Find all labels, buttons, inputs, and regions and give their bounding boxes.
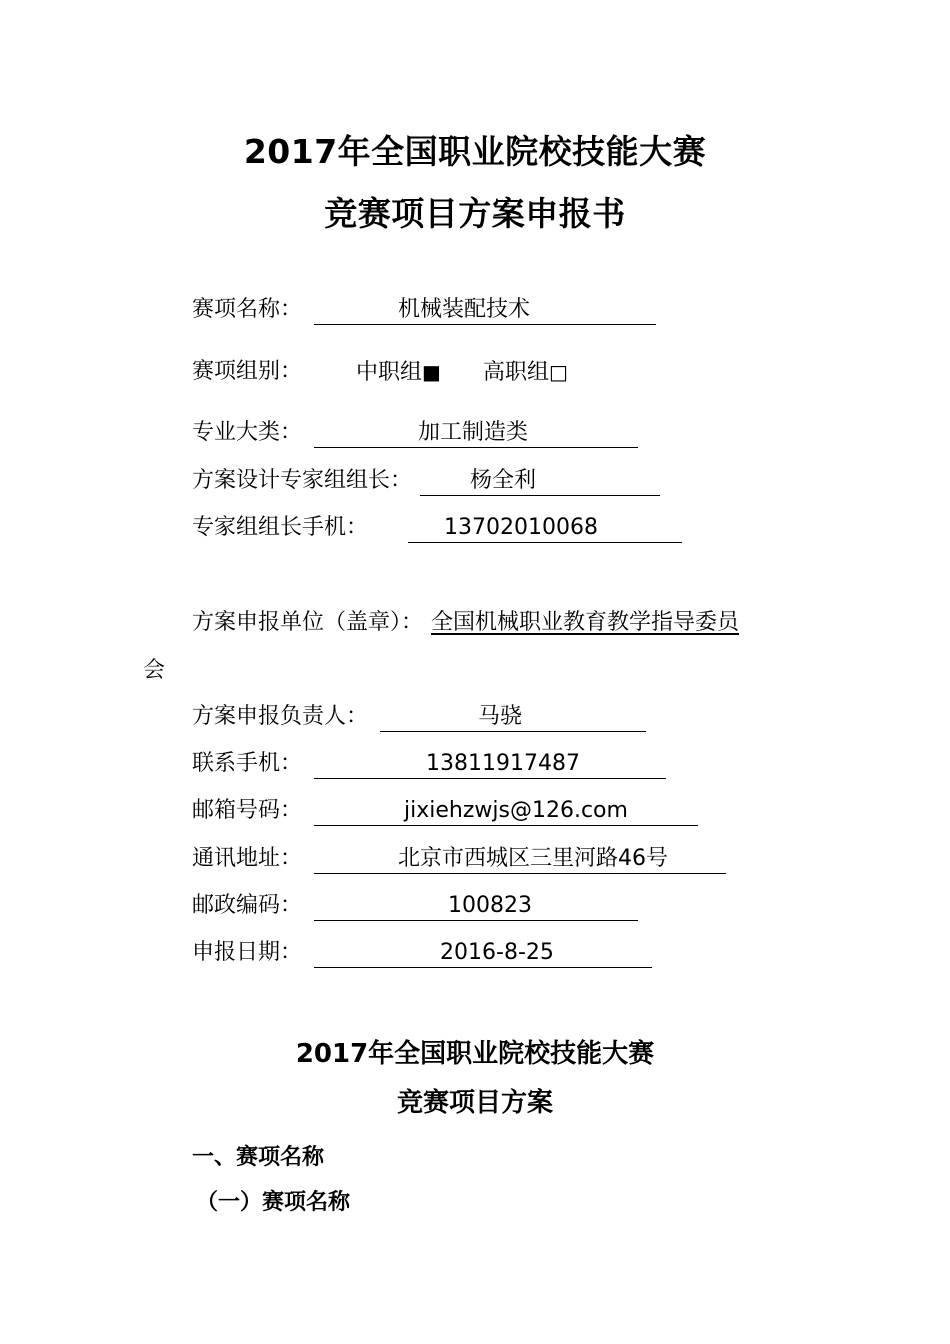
- email-field: [314, 795, 698, 827]
- major-category-value: 加工制造类: [418, 420, 529, 445]
- contact-phone-label: 联系手机：: [192, 751, 303, 776]
- expert-leader-label: 方案设计专家组组长：: [192, 468, 413, 493]
- event-group-row: [192, 356, 568, 388]
- applicant-unit-value-line1: 全国机械职业教育教学指导委员: [431, 610, 740, 635]
- leader-phone-label: 专家组组长手机：: [192, 515, 369, 540]
- date-label: 申报日期：: [192, 940, 303, 965]
- checked-box-icon: ■: [422, 360, 441, 384]
- contact-phone-row: [192, 748, 666, 780]
- expert-leader-row: [192, 465, 660, 497]
- email-value: jixiehzwjs@126.com: [404, 798, 628, 823]
- date-value: 2016-8-25: [440, 940, 554, 965]
- postcode-field: [314, 890, 638, 922]
- cover-title-line1: 2017年全国职业院校技能大赛: [243, 132, 707, 171]
- contact-phone-field: [314, 748, 666, 780]
- postcode-value: 100823: [448, 893, 532, 918]
- address-value: 北京市西城区三里河路46号: [398, 846, 669, 871]
- applicant-unit-continuation: [143, 655, 165, 687]
- event-name-row: [192, 294, 656, 326]
- plan-title-line2: 竞赛项目方案: [396, 1088, 553, 1118]
- event-name-field: [314, 294, 656, 326]
- address-row: [192, 843, 726, 875]
- expert-leader-field: [420, 465, 660, 497]
- plan-title-line1: 2017年全国职业院校技能大赛: [295, 1039, 655, 1069]
- option-higher-label: 高职组: [482, 360, 549, 385]
- contact-phone-value: 13811917487: [426, 751, 580, 776]
- unchecked-box-icon: □: [548, 360, 568, 384]
- event-group-label: 赛项组别：: [192, 359, 303, 384]
- postcode-row: [192, 890, 638, 922]
- section-heading: 一、赛项名称: [192, 1144, 325, 1170]
- major-category-label: 专业大类：: [192, 420, 303, 445]
- leader-phone-row: [192, 512, 682, 544]
- email-label: 邮箱号码：: [192, 798, 303, 823]
- event-name-value: 机械装配技术: [398, 297, 531, 322]
- cover-title-line2: 竞赛项目方案申报书: [324, 194, 626, 233]
- applicant-unit-row: [192, 607, 739, 639]
- applicant-unit-label: 方案申报单位（盖章）：: [192, 610, 424, 635]
- responsible-person-row: [192, 701, 646, 733]
- option-secondary-vocational: [356, 356, 441, 389]
- option-higher-vocational: [483, 356, 568, 389]
- date-field: [314, 937, 652, 969]
- responsible-person-label: 方案申报负责人：: [192, 704, 369, 729]
- email-row: [192, 795, 698, 827]
- address-field: [314, 843, 726, 875]
- applicant-unit-value-line2: 会: [143, 658, 166, 683]
- address-label: 通讯地址：: [192, 846, 303, 871]
- date-row: [192, 937, 652, 969]
- postcode-label: 邮政编码：: [192, 893, 303, 918]
- expert-leader-value: 杨全利: [470, 468, 537, 493]
- major-category-row: [192, 417, 638, 449]
- option-secondary-label: 中职组: [356, 360, 423, 385]
- responsible-person-field: [380, 701, 646, 733]
- subsection-heading: （一）赛项名称: [196, 1189, 351, 1215]
- event-name-label: 赛项名称：: [192, 297, 303, 322]
- responsible-person-value: 马骁: [478, 704, 523, 729]
- leader-phone-value: 13702010068: [444, 515, 598, 540]
- major-category-field: [314, 417, 638, 449]
- leader-phone-field: [408, 512, 682, 544]
